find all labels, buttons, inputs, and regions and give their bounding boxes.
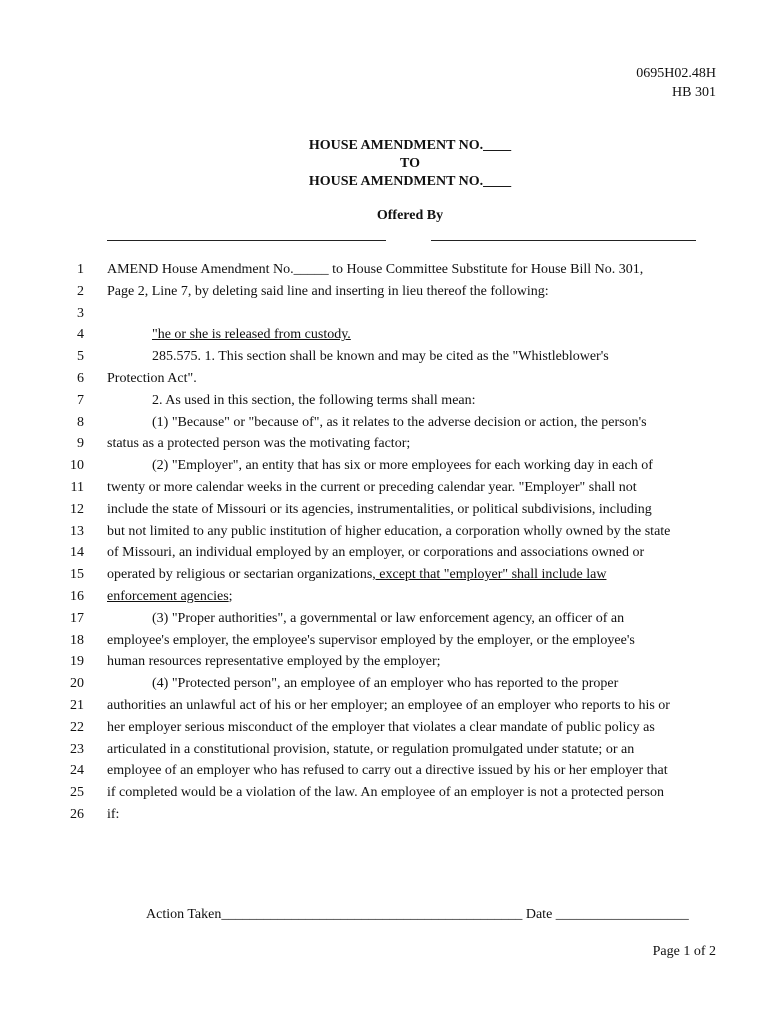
line-number: 11 xyxy=(70,479,84,495)
line-number: 23 xyxy=(70,741,84,757)
text-run: (1) "Because" or "because of", as it relates to the adverse decision or action, the person's xyxy=(152,414,647,430)
document-line xyxy=(0,586,770,608)
line-text xyxy=(107,324,351,346)
line-number: 3 xyxy=(77,305,84,321)
line-number: 25 xyxy=(70,785,84,801)
line-number: 26 xyxy=(70,806,84,822)
line-number: 2 xyxy=(77,283,84,299)
document-line xyxy=(0,368,770,390)
line-number: 18 xyxy=(70,632,84,648)
inserted-text: enforcement agencies xyxy=(107,588,229,604)
title-line-3: HOUSE AMENDMENT NO.____ xyxy=(308,174,512,189)
document-line xyxy=(0,760,770,782)
line-text xyxy=(107,433,410,455)
line-text xyxy=(107,368,197,390)
line-number: 14 xyxy=(70,545,84,561)
text-run: employee's employer, the employee's supervisor employed by the employer, or the employee's xyxy=(107,632,635,648)
document-code-block xyxy=(636,64,716,102)
line-number: 5 xyxy=(77,349,84,365)
line-number: 17 xyxy=(70,610,84,626)
line-text xyxy=(107,499,652,521)
line-text xyxy=(107,695,670,717)
document-line xyxy=(0,651,770,673)
document-line xyxy=(0,433,770,455)
line-text xyxy=(107,760,668,782)
document-line xyxy=(0,673,770,695)
document-line xyxy=(0,564,770,586)
document-line xyxy=(0,695,770,717)
line-text xyxy=(107,542,644,564)
text-run: Page 2, Line 7, by deleting said line and inserting in lieu thereof the following: xyxy=(107,283,549,299)
amendment-title xyxy=(0,137,770,191)
document-line xyxy=(0,303,770,325)
line-text xyxy=(107,390,476,412)
document-line xyxy=(0,739,770,761)
line-number: 16 xyxy=(70,588,84,604)
text-run: ; xyxy=(228,588,233,604)
document-line xyxy=(0,499,770,521)
inserted-text: , except that "employer" shall include law xyxy=(372,567,607,583)
line-text xyxy=(107,412,647,434)
document-line xyxy=(0,804,770,826)
line-text xyxy=(107,630,635,652)
line-text xyxy=(107,259,643,281)
text-run: articulated in a constitutional provision, statute, or regulation promulgated under statute; or an xyxy=(107,741,635,757)
line-number: 24 xyxy=(70,763,84,779)
line-number: 7 xyxy=(77,392,84,408)
line-number: 4 xyxy=(77,327,84,343)
text-run: if completed would be a violation of the law. An employee of an employer is not a protected person xyxy=(107,785,664,801)
text-run: 2. As used in this section, the following terms shall mean: xyxy=(152,392,476,408)
title-line-1: HOUSE AMENDMENT NO.____ xyxy=(308,138,512,153)
line-text xyxy=(107,586,233,608)
document-line xyxy=(0,608,770,630)
line-text xyxy=(107,651,441,673)
text-run: employee of an employer who has refused to carry out a directive issued by his or her employer that xyxy=(107,763,668,779)
text-run: (3) "Proper authorities", a governmental or law enforcement agency, an officer of an xyxy=(152,610,625,626)
line-text xyxy=(107,564,606,586)
line-text xyxy=(107,739,634,761)
document-line xyxy=(0,477,770,499)
document-line xyxy=(0,542,770,564)
text-run: (2) "Employer", an entity that has six or more employees for each working day in each of xyxy=(152,458,653,474)
sponsor-signature-line-left xyxy=(107,240,386,241)
line-number: 13 xyxy=(70,523,84,539)
line-text xyxy=(107,782,664,804)
offered-by-label: Offered By xyxy=(376,208,444,223)
text-run: (4) "Protected person", an employee of an employer who has reported to the proper xyxy=(152,676,619,692)
page-number: Page 1 of 2 xyxy=(652,944,716,959)
text-run: include the state of Missouri or its agencies, instrumentalities, or political subdivisions, including xyxy=(107,501,652,517)
line-text xyxy=(107,281,549,303)
document-line xyxy=(0,259,770,281)
line-text xyxy=(107,521,670,543)
amendment-body xyxy=(0,259,770,826)
action-taken-line: Action Taken___________________________________________ Date ___________________ xyxy=(146,907,689,922)
inserted-text: "he or she is released from custody. xyxy=(152,327,351,343)
document-line xyxy=(0,412,770,434)
sponsor-signature-line-right xyxy=(431,240,696,241)
document-line xyxy=(0,390,770,412)
line-number: 21 xyxy=(70,697,84,713)
text-run: of Missouri, an individual employed by an employer, or corporations and associations owned or xyxy=(107,545,645,561)
text-run: 285.575. 1. This section shall be known and may be cited as the "Whistleblower's xyxy=(152,349,609,365)
text-run: status as a protected person was the motivating factor; xyxy=(107,436,411,452)
bill-number: HB 301 xyxy=(672,85,716,100)
line-number: 15 xyxy=(70,567,84,583)
document-id: 0695H02.48H xyxy=(636,66,716,81)
line-number: 8 xyxy=(77,414,84,430)
line-number: 9 xyxy=(77,436,84,452)
text-run: her employer serious misconduct of the employer that violates a clear mandate of public policy as xyxy=(107,719,655,735)
line-text xyxy=(107,477,637,499)
line-text xyxy=(107,717,655,739)
document-line xyxy=(0,281,770,303)
document-line xyxy=(0,782,770,804)
line-number: 12 xyxy=(70,501,84,517)
document-line xyxy=(0,455,770,477)
text-run: AMEND House Amendment No._____ to House Committee Substitute for House Bill No. 301, xyxy=(107,262,644,277)
text-run: human resources representative employed by the employer; xyxy=(107,654,441,670)
document-line xyxy=(0,521,770,543)
text-run: twenty or more calendar weeks in the current or preceding calendar year. "Employer" shall not xyxy=(107,479,637,495)
document-line xyxy=(0,346,770,368)
line-text xyxy=(107,346,609,368)
line-text xyxy=(107,804,119,826)
text-run: if: xyxy=(107,806,120,822)
line-text xyxy=(107,673,618,695)
line-number: 10 xyxy=(70,458,84,474)
text-run: Protection Act". xyxy=(107,370,197,386)
line-text xyxy=(107,608,624,630)
line-number: 20 xyxy=(70,676,84,692)
document-line xyxy=(0,324,770,346)
document-line xyxy=(0,717,770,739)
text-run: operated by religious or sectarian organizations xyxy=(107,567,373,583)
document-line xyxy=(0,630,770,652)
text-run: but not limited to any public institution of higher education, a corporation wholly owned by the state xyxy=(107,523,671,539)
line-text xyxy=(107,455,653,477)
line-number: 1 xyxy=(77,262,84,277)
line-number: 22 xyxy=(70,719,84,735)
line-number: 19 xyxy=(70,654,84,670)
title-line-2: TO xyxy=(400,156,420,171)
text-run: authorities an unlawful act of his or her employer; an employee of an employer who reports to his or xyxy=(107,697,670,713)
line-number: 6 xyxy=(77,370,84,386)
